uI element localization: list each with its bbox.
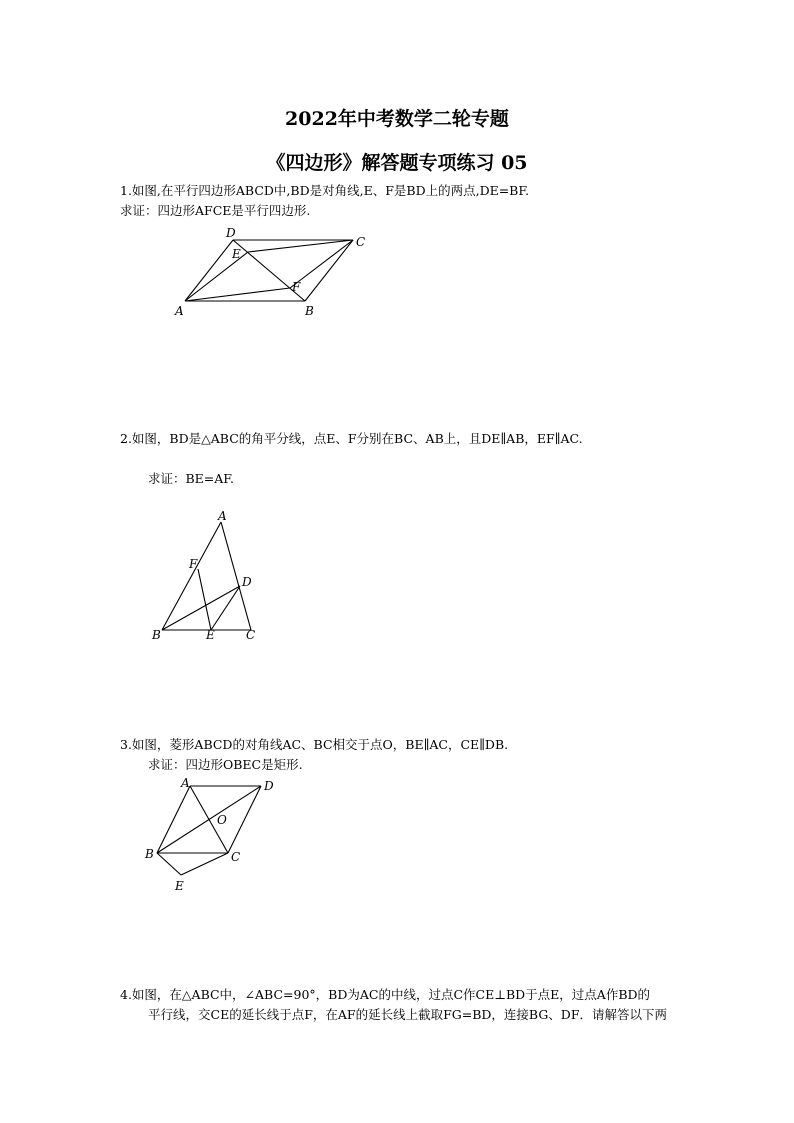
segment-DE	[211, 586, 240, 630]
label-E: E	[232, 247, 241, 261]
label-F: F	[189, 557, 198, 571]
label-D: D	[242, 575, 252, 589]
problem-3-statement: 3.如图，菱形ABCD的对角线AC、BC相交于点O，BE∥AC，CE∥DB.	[120, 737, 509, 752]
segment-BD	[157, 786, 261, 853]
label-C: C	[246, 628, 256, 642]
problem-2-statement: 2.如图，BD是△ABC的角平分线，点E、F分别在BC、AB上，且DE∥AB，EF∥AC.	[120, 431, 583, 446]
label-B: B	[305, 304, 314, 318]
label-D: D	[226, 226, 236, 240]
problem-1-statement: 1.如图,在平行四边形ABCD中,BD是对角线,E、F是BD上的两点,DE=BF.	[120, 183, 530, 198]
problem-2-figure	[145, 508, 275, 648]
label-F: F	[292, 280, 301, 294]
problem-3-figure	[140, 775, 290, 895]
label-A: A	[181, 776, 190, 790]
label-D: D	[264, 779, 274, 793]
label-O: O	[217, 813, 227, 827]
segment-AF	[185, 288, 290, 301]
label-E: E	[175, 879, 184, 893]
label-E: E	[206, 628, 215, 642]
label-A: A	[218, 509, 227, 523]
problem-4-statement-line1: 4.如图，在△ABC中，∠ABC=90°，BD为AC的中线，过点C作CE⊥BD于点E，过点A作BD的	[120, 987, 651, 1002]
document-title: 2022年中考数学二轮专题	[285, 108, 509, 130]
problem-1-figure	[170, 225, 370, 320]
segment-DA	[185, 240, 233, 301]
problem-3-prove: 求证：四边形OBEC是矩形.	[148, 757, 303, 772]
label-C: C	[231, 850, 241, 864]
problem-1-prove: 求证：四边形AFCE是平行四边形.	[120, 203, 311, 218]
segment-EF	[198, 569, 211, 630]
label-C: C	[356, 235, 366, 249]
label-B: B	[145, 847, 154, 861]
document-subtitle: 《四边形》解答题专项练习 05	[266, 152, 528, 174]
segment-BE	[157, 853, 181, 875]
segment-EC	[248, 240, 353, 252]
label-A: A	[175, 304, 184, 318]
segment-EC	[181, 853, 228, 875]
problem-2-prove: 求证：BE=AF.	[148, 471, 235, 486]
label-B: B	[152, 628, 161, 642]
problem-4-statement-line2: 平行线，交CE的延长线于点F，在AF的延长线上截取FG=BD，连接BG、DF．请解答以下两	[148, 1007, 668, 1022]
